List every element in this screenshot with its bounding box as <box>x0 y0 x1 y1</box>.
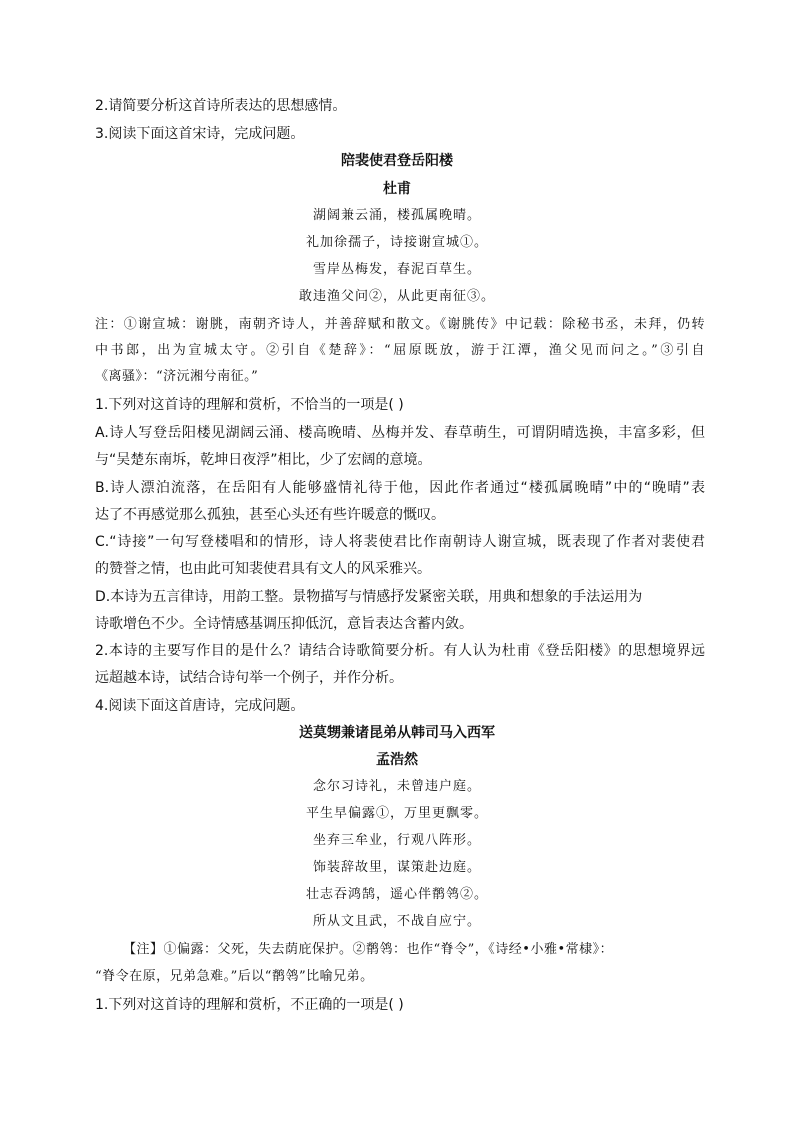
poem-2-line: 饰装辞故里，谋策赴边庭。 <box>312 860 481 875</box>
question-2: 2.请简要分析这首诗所表达的思想感情。 <box>95 98 347 114</box>
option-b-cont: 达了不再感觉那么孤独，甚至心头还有些许暖意的慨叹。 <box>95 507 445 523</box>
poem-1-author: 杜甫 <box>383 181 411 197</box>
question-3-intro: 3.阅读下面这首宋诗，完成问题。 <box>95 126 305 142</box>
poem-2-line: 平生早偏露①，万里更飘零。 <box>305 806 488 821</box>
option-d-cont: 诗歌增色不少。全诗情感基调压抑低沉，意旨表达含蓄内敛。 <box>95 616 473 632</box>
poem-2-note: “脊令在原，兄弟急难。”后以“鹡鸰”比喻兄弟。 <box>95 969 374 984</box>
option-a-cont: 与“吴楚东南坼，乾坤日夜浮”相比，少了宏阔的意境。 <box>95 452 432 468</box>
question-3-2-cont: 远超越本诗，试结合诗句举一个例子，并作分析。 <box>95 670 403 686</box>
poem-2-line: 坐弃三牟业，行观八阵形。 <box>312 833 481 848</box>
option-c-cont: 的赞誉之情，也由此可知裴使君具有文人的风采雅兴。 <box>95 561 431 577</box>
poem-1-title: 陪裴使君登岳阳楼 <box>341 153 453 169</box>
option-a: A.诗人写登岳阳楼见湖阔云涌、楼高晚晴、丛梅并发、春草萌生，可谓阴晴选换，丰富多彩，但 <box>95 425 705 441</box>
poem-2-note: 【注】①偏露：父死，失去荫庇保护。②鹡鸰：也作“脊令”，《诗经•小雅•常棣》： <box>123 942 614 957</box>
poem-2-line: 壮志吞鸿鹄，遥心伴鹡鸰②。 <box>305 887 488 902</box>
option-c: C.“诗接”一句写登楼唱和的情形，诗人将裴使君比作南朝诗人谢宣城，既表现了作者对裴使君 <box>95 534 705 550</box>
poem-2-line: 所从文且武，不战自应宁。 <box>312 914 481 929</box>
poem-2-line: 念尔习诗礼，未曾违户庭。 <box>312 779 481 794</box>
question-4-intro: 4.阅读下面这首唐诗，完成问题。 <box>95 698 305 714</box>
question-4-1: 1.下列对这首诗的理解和赏析，不正确的一项是( ) <box>95 997 404 1013</box>
option-b: B.诗人漂泊流落，在岳阳有人能够盛情礼待于他，因此作者通过“楼孤属晚晴”中的“晚晴”表 <box>95 480 705 496</box>
question-3-1: 1.下列对这首诗的理解和赏析，不恰当的一项是( ) <box>95 397 404 413</box>
question-3-2: 2.本诗的主要写作目的是什么？请结合诗歌简要分析。有人认为杜甫《登岳阳楼》的思想境界远 <box>95 643 705 659</box>
poem-1-note: 《离骚》：“济沅湘兮南征。” <box>95 369 259 384</box>
poem-1-line: 礼加徐孺子，诗接谢宣城①。 <box>305 235 488 250</box>
option-d: D.本诗为五言律诗，用韵工整。景物描写与情感抒发紧密关联，用典和想象的手法运用为 <box>95 589 643 605</box>
poem-1-note: 注：①谢宣城：谢朓，南朝齐诗人，并善辞赋和散文。《谢朓传》中记载：除秘书丞，未拜，仍转 <box>95 317 705 332</box>
poem-1-line: 敢违渔父问②，从此更南征③。 <box>298 289 495 304</box>
poem-2-title: 送莫甥兼诸昆弟从韩司马入西军 <box>299 725 495 741</box>
poem-1-line: 湖阔兼云涌，楼孤属晚晴。 <box>312 208 481 223</box>
poem-2-author: 孟浩然 <box>376 752 418 768</box>
poem-1-line: 雪岸丛梅发，春泥百草生。 <box>312 262 481 277</box>
poem-1-note: 中书郎，出为宣城太守。②引自《楚辞》：“屈原既放，游于江潭，渔父见而问之。”③引自 <box>95 343 705 358</box>
